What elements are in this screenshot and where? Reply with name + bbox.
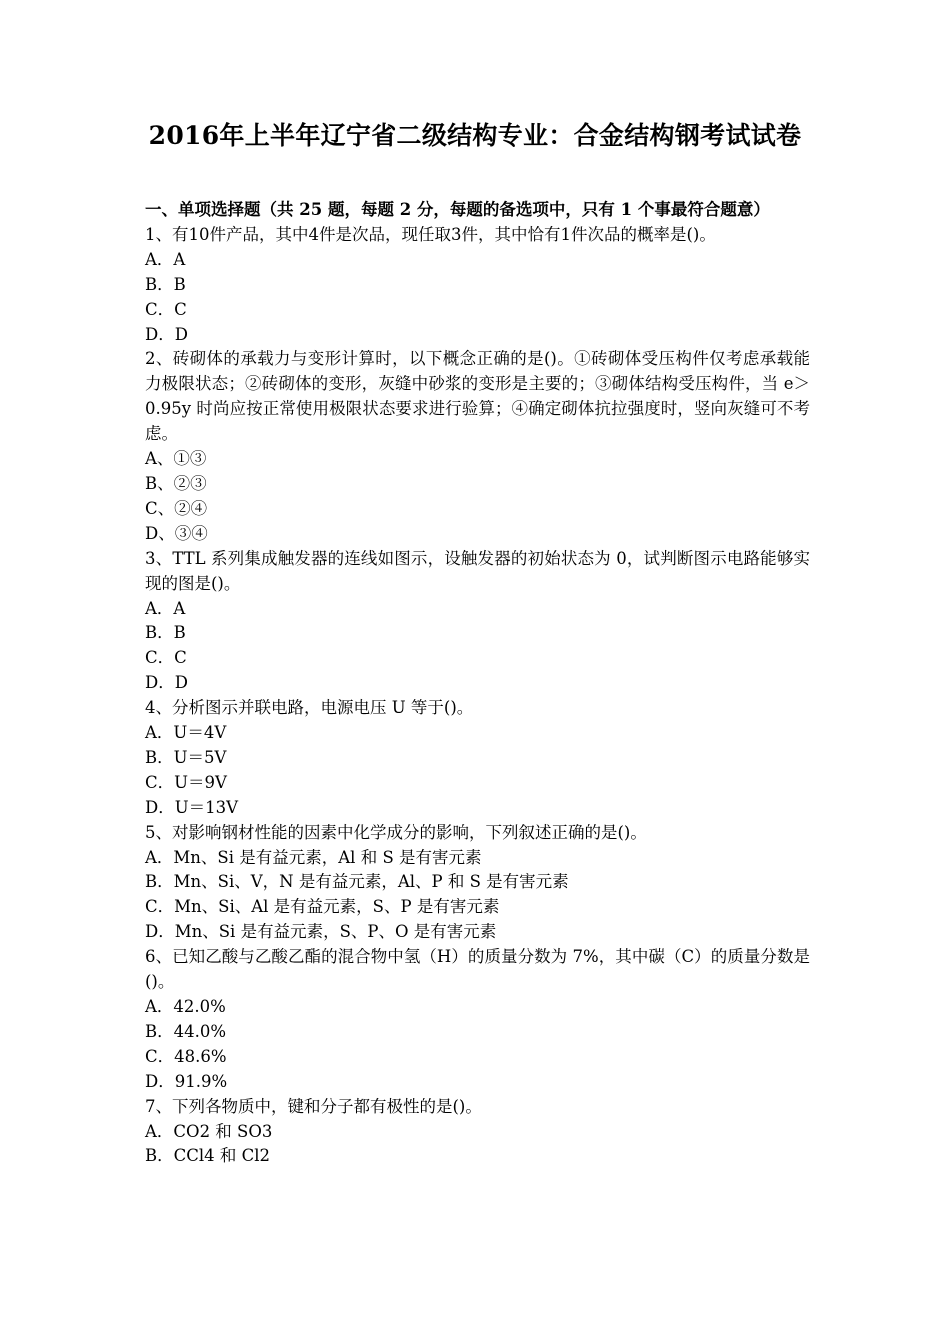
option-c: C．C [145,648,187,668]
question-text: 5、对影响钢材性能的因素中化学成分的影响，下列叙述正确的是()。 [145,822,647,842]
option-d: D．D [145,324,188,344]
option-a: A．CO2 和 SO3 [145,1121,273,1141]
question-text: 4、分析图示并联电路，电源电压 U 等于()。 [145,698,474,718]
option-c: C、②④ [145,498,208,518]
question-5 [145,821,810,946]
option-a: A、①③ [145,449,207,469]
option-c: C．Mn、Si、Al 是有益元素，S、P 是有害元素 [145,897,500,917]
option-b: B．B [145,274,186,294]
option-c: C．U＝9V [145,772,227,792]
question-text: 6、已知乙酸与乙酸乙酯的混合物中氢（H）的质量分数为 7%，其中碳（C）的质量分数是()。 [145,947,810,992]
question-text: 1、有10件产品，其中4件是次品，现任取3件，其中恰有1件次品的概率是()。 [145,224,716,244]
option-b: B．B [145,623,186,643]
option-a: A．Mn、Si 是有益元素，Al 和 S 是有害元素 [145,847,482,867]
option-b: B．CCl4 和 Cl2 [145,1146,271,1166]
option-a: A．U＝4V [145,723,227,743]
question-1 [145,223,810,348]
option-d: D．U＝13V [145,797,239,817]
question-3 [145,547,810,696]
option-b: B．Mn、Si、V，N 是有益元素，Al、P 和 S 是有害元素 [145,872,569,892]
question-2 [145,347,810,546]
option-d: D．D [145,673,188,693]
option-d: D．91.9% [145,1071,228,1091]
question-text: 3、TTL 系列集成触发器的连线如图示，设触发器的初始状态为 0，试判断图示电路能够实现的图是()。 [145,548,810,593]
option-b: B．44.0% [145,1021,227,1041]
option-d: D．Mn、Si 是有益元素，S、P、O 是有害元素 [145,922,497,942]
option-c: C．C [145,299,187,319]
option-c: C．48.6% [145,1046,227,1066]
option-d: D、③④ [145,523,208,543]
document-body [145,198,810,1169]
option-a: A．A [145,249,186,269]
section-heading: 一、单项选择题（共 25 题，每题 2 分，每题的备选项中，只有 1 个事最符合题意） [145,200,770,219]
question-6 [145,945,810,1094]
option-b: B．U＝5V [145,747,227,767]
question-7 [145,1095,810,1170]
question-4 [145,696,810,821]
document-title: 2016年上半年辽宁省二级结构专业：合金结构钢考试试卷 [148,121,802,150]
option-a: A．A [145,598,186,618]
option-a: A．42.0% [145,997,226,1016]
option-b: B、②③ [145,473,207,493]
question-text: 7、下列各物质中，键和分子都有极性的是()。 [145,1096,482,1116]
question-text: 2、砖砌体的承载力与变形计算时，以下概念正确的是()。①砖砌体受压构件仅考虑承载能力极限状态；②砖砌体的变形，灰缝中砂浆的变形是主要的；③砌体结构受压构件，当 e＞0.95y 时尚应按正常使用极限状态要求进行验算；④确定砌体抗拉强度时，竖向灰缝可不考虑。 [145,349,810,444]
